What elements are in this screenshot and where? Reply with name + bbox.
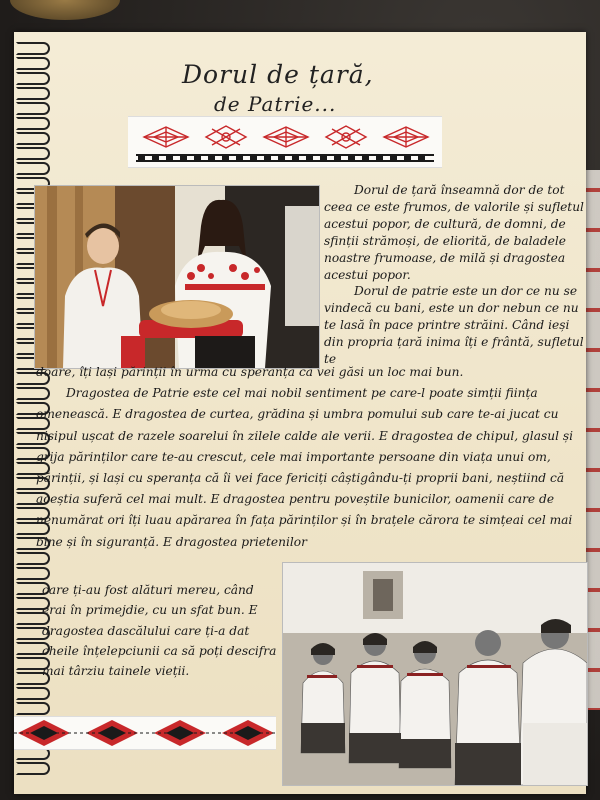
embroidery-band-top xyxy=(128,116,442,168)
spiral-ring xyxy=(16,117,50,130)
embroidery-pattern-top xyxy=(128,117,442,167)
spiral-ring xyxy=(16,102,50,115)
spiral-ring xyxy=(16,147,50,160)
main-paragraph-1: doare, îți lași părinții în urmă cu speranța că vei găsi un loc mai bun. xyxy=(36,365,464,379)
band-block xyxy=(166,156,173,160)
spiral-ring xyxy=(16,132,50,145)
band-block xyxy=(320,156,327,160)
photo-women-traditional-sewing xyxy=(282,562,588,786)
band-block xyxy=(348,156,355,160)
closing-text: care ți-au fost alături mereu, când erai în primejdie, cu un sfat bun. E dragostea dascălului care ți-a dat cheile înțelepciunii ca să poți descifra mai târziu tainele vieții. xyxy=(42,583,277,679)
embroidery-band-bottom xyxy=(14,716,276,750)
band-block xyxy=(278,156,285,160)
photo-children-traditional-costume xyxy=(34,185,320,369)
intro-text xyxy=(324,182,586,368)
spiral-ring xyxy=(16,552,50,565)
page-title-line2: de Patrie... xyxy=(214,92,337,116)
spiral-ring xyxy=(16,87,50,100)
band-block xyxy=(138,156,145,160)
band-block xyxy=(152,156,159,160)
intro-paragraph-2: Dorul de patrie este un dor ce nu se vindecă cu bani, este un dor nebun ce nu te lasă în pace printre străini. Când ieși din propria țară inima îți e frântă, sufletul te xyxy=(324,284,584,367)
page-title-line1: Dorul de țară, xyxy=(182,60,374,89)
band-block xyxy=(292,156,299,160)
spiral-ring xyxy=(16,57,50,70)
spiral-ring xyxy=(16,567,50,580)
notebook-page xyxy=(14,32,586,794)
main-text xyxy=(36,362,581,553)
main-paragraph-2: Dragostea de Patrie este cel mai nobil sentiment pe care-l poate simții ființa omenească. E dragostea de curtea, grădina și umbra pomului sub care te-ai jucat cu nisipul ușcat de razele soarelui în zilele calde ale verii. E dragostea de chipul, glasul și grija părinților care te-au crescut, cele mai importante persoane din viața unui om, părinții, și lași cu speranța că îi vei face fericiți câștigându-ți proprii bani, neștiind că aceștia suferă cel mai mult. E dragostea pentru poveștile bunicilor, oamenii care de nenumărat ori îți luau apărarea în fața părinților și în brațele cărora te simțeai cel mai bine și în siguranță. E dragostea prietenilor xyxy=(36,386,573,549)
spiral-ring xyxy=(16,72,50,85)
spiral-ring xyxy=(16,762,50,775)
band-block xyxy=(418,156,425,160)
intro-paragraph-1: Dorul de țară înseamnă dor de tot ceea ce este frumos, de valorile și sufletul acestui popor, de cultură, de domni, de sfinții strămoși, de eliorită, de baladele noastre frumoase, de milă și dragostea acestui popor. xyxy=(324,183,584,282)
spiral-ring xyxy=(16,42,50,55)
band-block xyxy=(376,156,383,160)
band-block xyxy=(250,156,257,160)
band-block xyxy=(264,156,271,160)
embroidery-pattern-bottom xyxy=(14,717,276,749)
band-block xyxy=(180,156,187,160)
band-block xyxy=(222,156,229,160)
band-block xyxy=(390,156,397,160)
band-block xyxy=(306,156,313,160)
spiral-ring xyxy=(16,702,50,715)
band-block xyxy=(236,156,243,160)
band-block xyxy=(208,156,215,160)
band-block xyxy=(362,156,369,160)
spiral-ring xyxy=(16,687,50,700)
band-block xyxy=(404,156,411,160)
band-block xyxy=(194,156,201,160)
band-block xyxy=(334,156,341,160)
spiral-ring xyxy=(16,162,50,175)
